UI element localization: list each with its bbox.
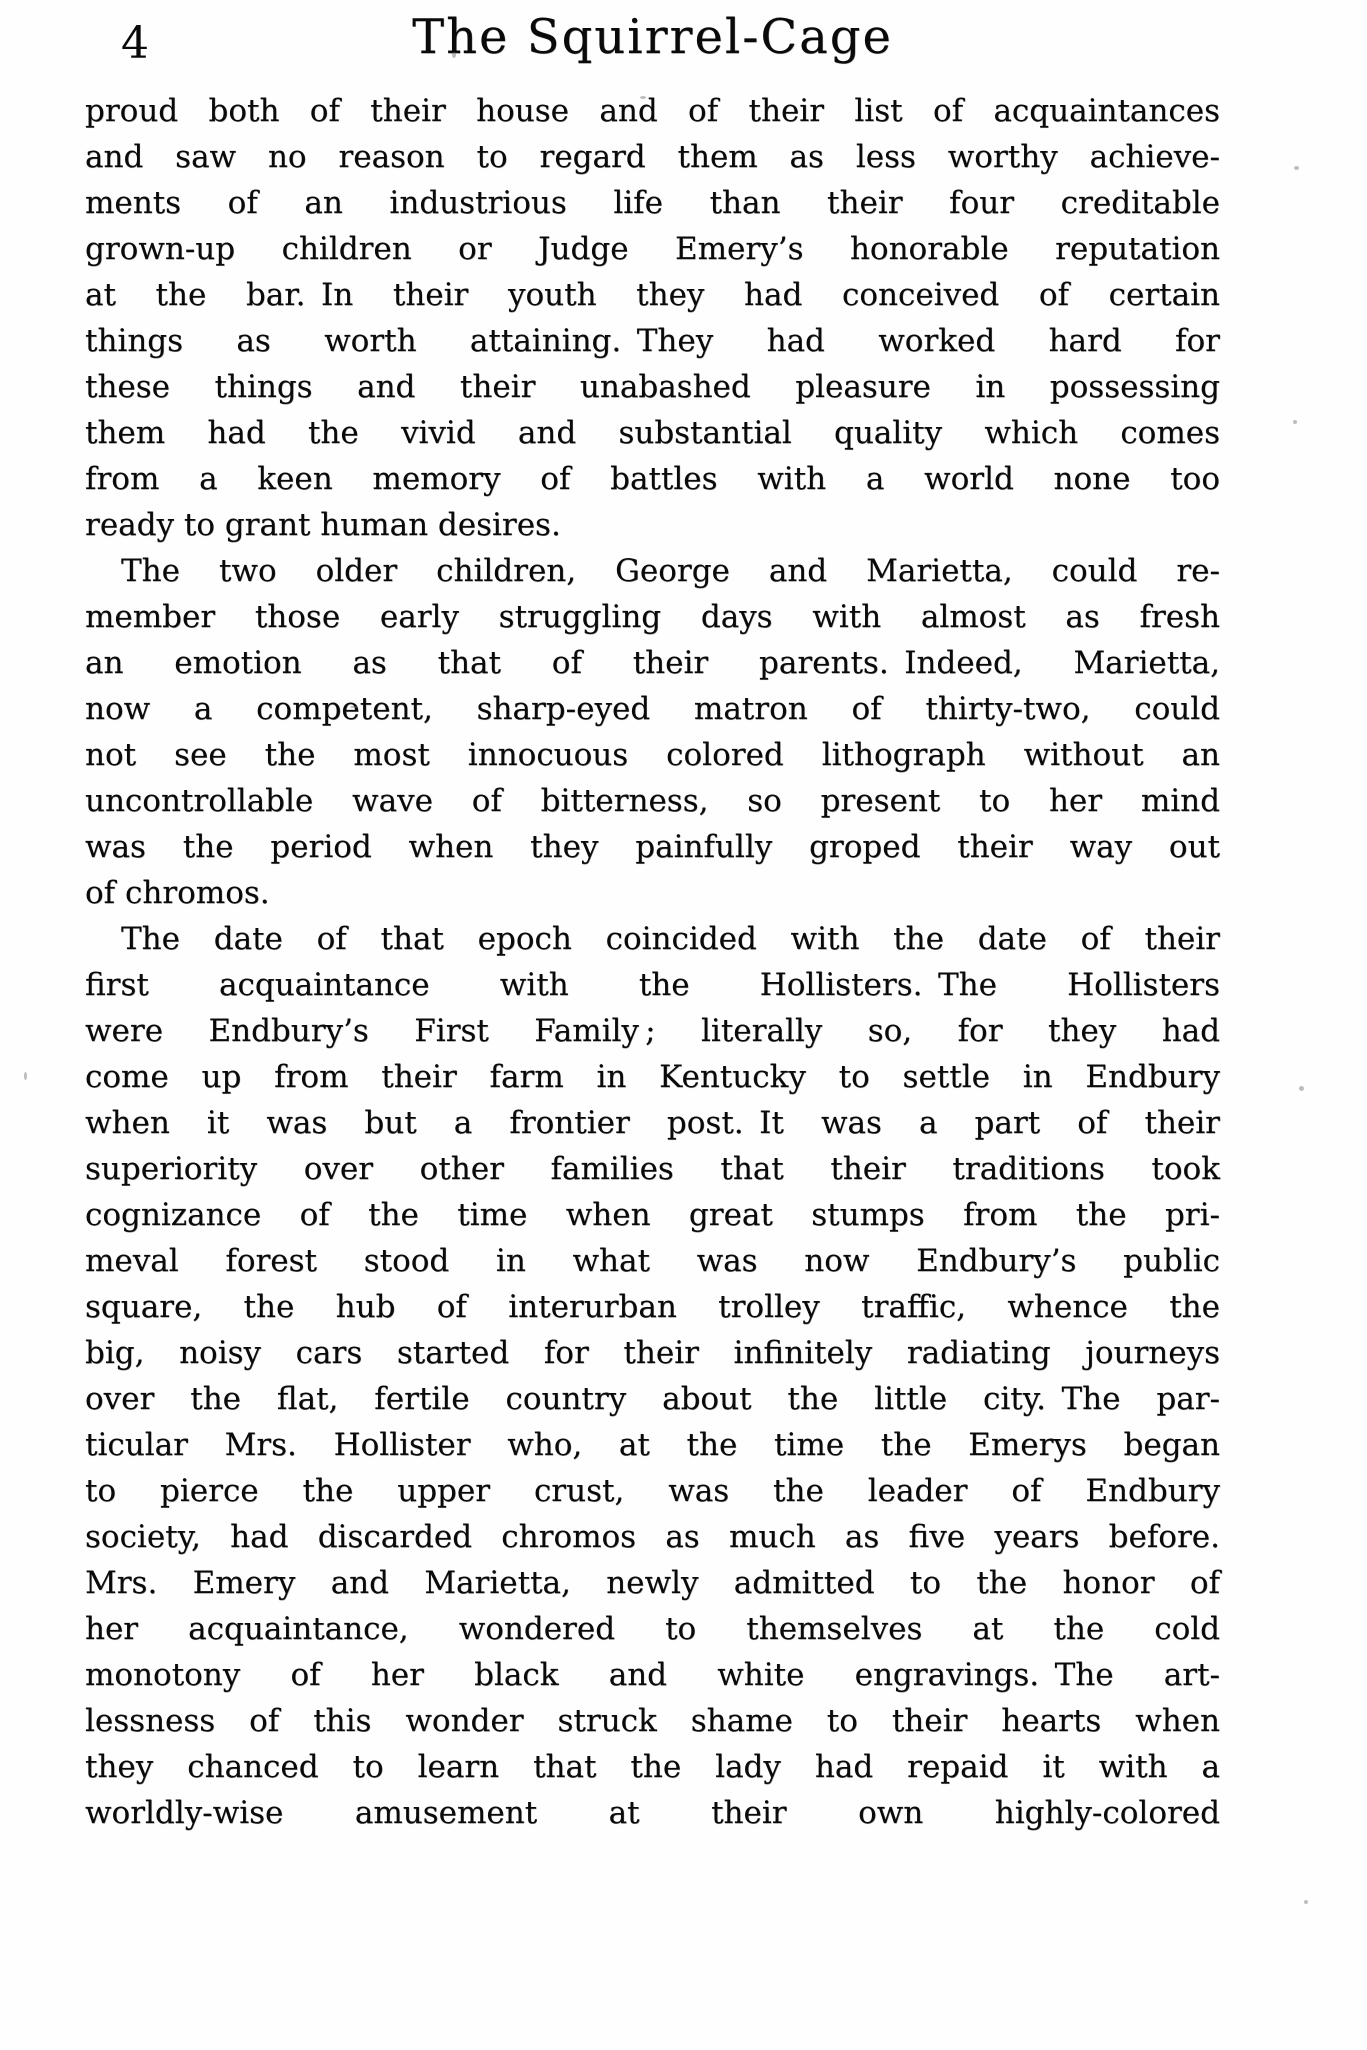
page-header — [85, 10, 1220, 82]
text-line: ticular Mrs. Hollister who, at the time the Emerys began — [85, 1427, 1220, 1463]
text-line: now a competent, sharp-eyed matron of thirty-two, could — [85, 691, 1220, 727]
scan-speck — [1293, 420, 1297, 424]
text-line: grown-up children or Judge Emery’s honorable reputation — [85, 231, 1220, 267]
text-line: first acquaintance with the Hollisters. The Hollisters — [85, 967, 1220, 1003]
text-line: when it was but a frontier post. It was a part of their — [85, 1105, 1220, 1141]
text-line: Mrs. Emery and Marietta, newly admitted to the honor of — [85, 1565, 1220, 1601]
text-line: and saw no reason to regard them as less worthy achieve- — [85, 139, 1220, 175]
page-number: 4 — [121, 18, 149, 69]
text-line: square, the hub of interurban trolley traffic, whence the — [85, 1289, 1220, 1325]
text-line: these things and their unabashed pleasure in possessing — [85, 369, 1220, 405]
text-line: big, noisy cars started for their infinitely radiating journeys — [85, 1335, 1220, 1371]
text-line: not see the most innocuous colored lithograph without an — [85, 737, 1220, 773]
text-line: over the flat, fertile country about the little city. The par- — [85, 1381, 1220, 1417]
page-title: The Squirrel-Cage — [412, 9, 893, 65]
scan-speck — [640, 96, 646, 99]
text-line: cognizance of the time when great stumps from the pri- — [85, 1197, 1220, 1233]
text-line: lessness of this wonder struck shame to their hearts when — [85, 1703, 1220, 1739]
text-line: monotony of her black and white engravings. The art- — [85, 1657, 1220, 1693]
text-line: was the period when they painfully groped their way out — [85, 829, 1220, 865]
text-line: from a keen memory of battles with a world none too — [85, 461, 1220, 497]
scan-speck — [24, 1072, 27, 1080]
text-line: at the bar. In their youth they had conceived of certain — [85, 277, 1220, 313]
text-line: superiority over other families that their traditions took — [85, 1151, 1220, 1187]
text-line: her acquaintance, wondered to themselves at the cold — [85, 1611, 1220, 1647]
text-line: ready to grant human desires. — [85, 507, 561, 543]
paragraph — [85, 548, 1220, 916]
text-line: an emotion as that of their parents. Indeed, Marietta, — [85, 645, 1220, 681]
paragraph — [85, 88, 1220, 548]
text-line: meval forest stood in what was now Endbury’s public — [85, 1243, 1220, 1279]
text-line: come up from their farm in Kentucky to settle in Endbury — [85, 1059, 1220, 1095]
text-line: things as worth attaining. They had worked hard for — [85, 323, 1220, 359]
text-line: of chromos. — [85, 875, 270, 911]
text-line: were Endbury’s First Family ; literally so, for they had — [85, 1013, 1220, 1049]
paragraph — [85, 916, 1220, 1836]
scan-speck — [452, 52, 456, 58]
text-line: The two older children, George and Marietta, could re- — [121, 553, 1220, 589]
scan-speck — [1299, 1086, 1304, 1091]
text-line: them had the vivid and substantial quality which comes — [85, 415, 1220, 451]
text-line: society, had discarded chromos as much as five years before. — [85, 1519, 1220, 1555]
text-line: uncontrollable wave of bitterness, so present to her mind — [85, 783, 1220, 819]
text-line: to pierce the upper crust, was the leader of Endbury — [85, 1473, 1220, 1509]
text-line: proud both of their house and of their list of acquaintances — [85, 93, 1220, 129]
scan-speck — [1304, 1900, 1308, 1904]
scan-speck — [350, 706, 358, 708]
text-line: worldly-wise amusement at their own highly-colored — [85, 1795, 1220, 1831]
scan-speck — [1294, 166, 1299, 170]
text-line: they chanced to learn that the lady had repaid it with a — [85, 1749, 1220, 1785]
text-line: member those early struggling days with almost as fresh — [85, 599, 1220, 635]
text-line: The date of that epoch coincided with the date of their — [121, 921, 1220, 957]
text-line: ments of an industrious life than their four creditable — [85, 185, 1220, 221]
body-text — [85, 88, 1220, 1836]
